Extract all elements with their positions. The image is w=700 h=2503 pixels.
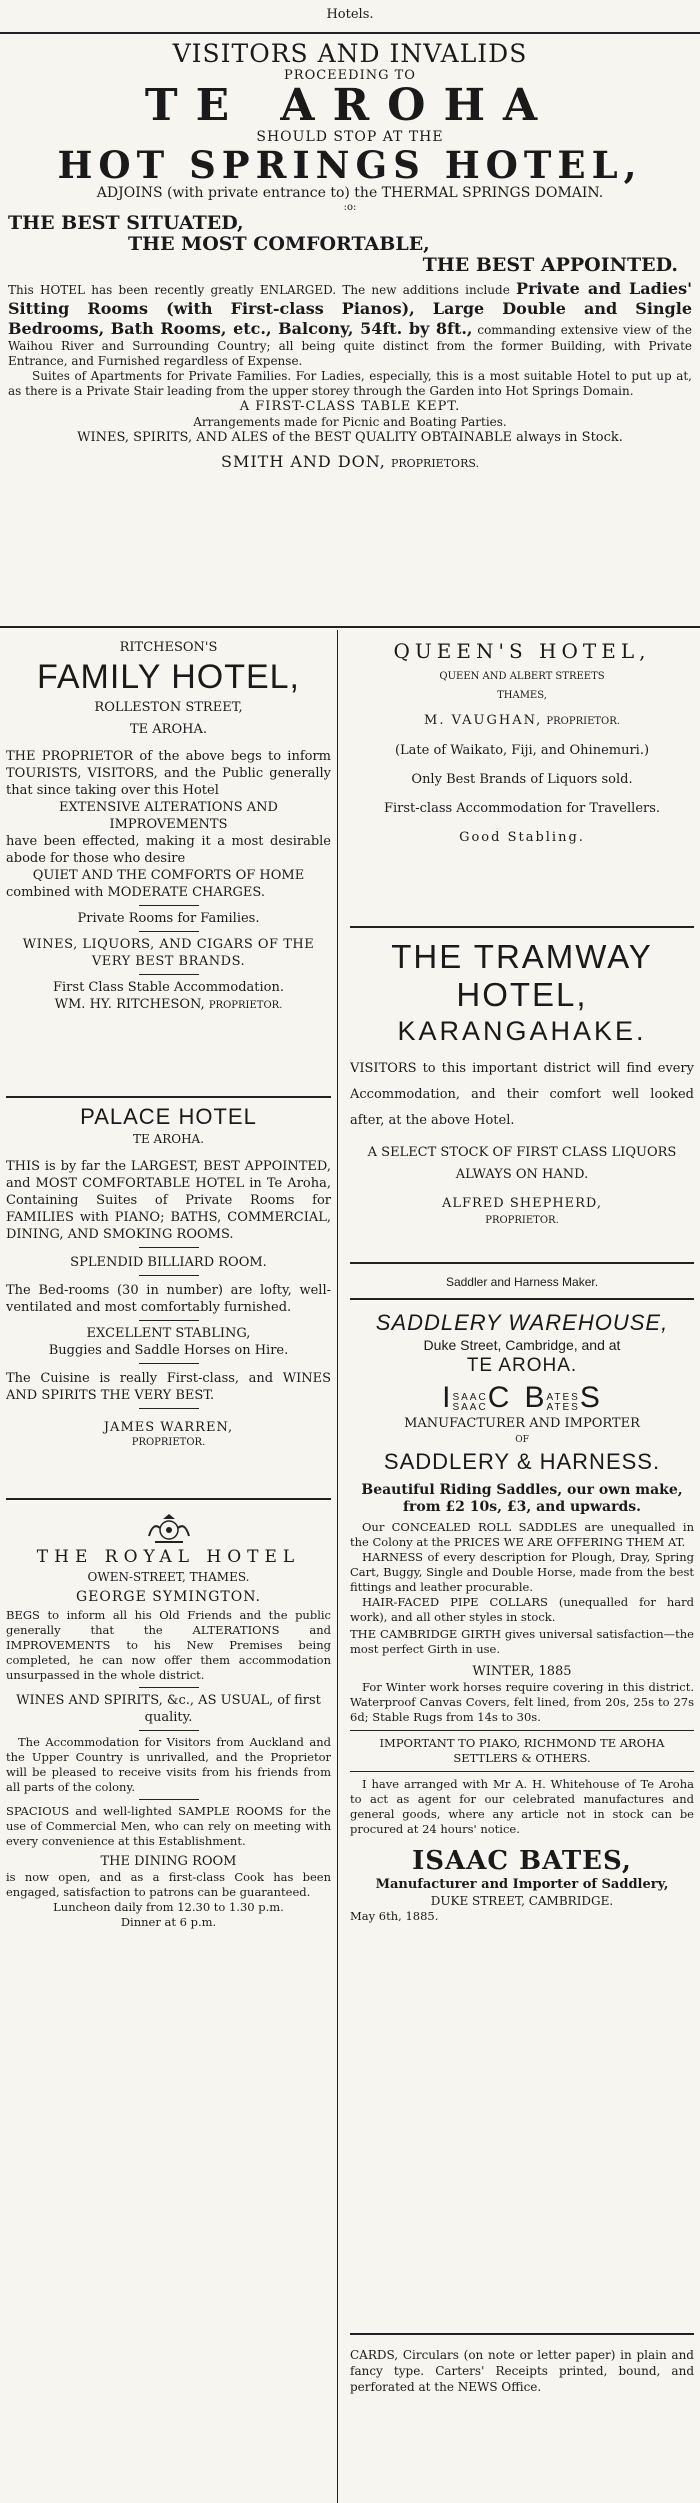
royal-para4: is now open, and as a first-class Cook has been engaged, satisfaction to patrons can be guaranteed. — [6, 1870, 331, 1899]
proprietors-line — [8, 450, 692, 476]
royal-wines: WINES AND SPIRITS, &c., AS USUAL, of first quality. — [16, 1693, 321, 1725]
palace-hotel-ad — [6, 1098, 331, 1500]
family-para1: THE PROPRIETOR of the above begs to inform TOURISTS, VISITORS, and the Public generally that since taking over this Hotel — [6, 749, 331, 798]
royal-title: THE ROYAL HOTEL — [36, 1547, 301, 1567]
queens-liquors: Only Best Brands of Liquors sold. — [411, 772, 633, 787]
isaac-small — [452, 1393, 487, 1413]
cards-ad — [350, 2335, 694, 2455]
divider-rule — [139, 905, 199, 906]
family-proprietor: WM. HY. RITCHESON, — [54, 997, 205, 1012]
queens-streets: QUEEN AND ALBERT STREETS — [439, 671, 605, 682]
hot-springs-para2: Suites of Apartments for Private Families. For Ladies, especially, this is a most suitable Hotel to put up at, as there is a Private Stair leading from the upper storey through the Garden into Hot Springs Domain. — [8, 369, 692, 398]
palace-town: TE AROHA. — [132, 1132, 205, 1146]
saddlery-of: OF — [515, 1435, 529, 1445]
palace-buggies: Buggies and Saddle Horses on Hire. — [48, 1343, 289, 1358]
royal-hotel-ad — [6, 1500, 331, 2500]
bates-small-top: ATES — [546, 1391, 580, 1403]
tramway-para1: VISITORS to this important district will find every Accommodation, and their comfort well looked after, at the above Hotel. — [350, 1061, 694, 1128]
family-street: ROLLESTON STREET, — [94, 700, 243, 715]
divider-rule — [139, 931, 199, 932]
palace-proprietor: JAMES WARREN, — [103, 1420, 234, 1435]
karangahake-title: KARANGAHAKE. — [397, 1016, 647, 1046]
saddlery-ad — [350, 1300, 694, 2335]
divider-rule — [350, 1730, 694, 1731]
bates-s: S — [579, 1381, 602, 1414]
saddler-heading: Saddler and Harness Maker. — [445, 1275, 599, 1289]
most-comfortable: THE MOST COMFORTABLE, — [128, 233, 430, 255]
saddlery-address: Duke Street, Cambridge, and at — [423, 1337, 621, 1353]
palace-stabling: EXCELLENT STABLING, — [86, 1326, 251, 1341]
divider-rule — [139, 1687, 199, 1688]
best-situated: THE BEST SITUATED, — [8, 212, 244, 234]
isaac-small-top: SAAC — [452, 1391, 488, 1403]
saddler-heading-block — [350, 1264, 694, 1300]
family-rooms: Private Rooms for Families. — [77, 911, 260, 926]
proprietors-title: PROPRIETORS. — [390, 457, 479, 470]
hot-springs-title: HOT SPRINGS HOTEL, — [57, 143, 643, 187]
tramway-proprietor-title: PROPRIETOR. — [485, 1215, 559, 1226]
hot-springs-para1 — [8, 279, 692, 369]
divider-rule — [139, 1247, 199, 1248]
tramway-stock: A SELECT STOCK OF FIRST CLASS LIQUORS ALWAYS ON HAND. — [367, 1145, 677, 1182]
family-moderate: combined with MODERATE CHARGES. — [6, 885, 265, 900]
isaac-c: C — [487, 1381, 512, 1414]
family-quiet: QUIET AND THE COMFORTS OF HOME — [32, 868, 305, 883]
queens-late: (Late of Waikato, Fiji, and Ohinemuri.) — [394, 743, 650, 758]
picnic-line: Arrangements made for Picnic and Boating Parties. — [193, 415, 507, 429]
bates-small — [546, 1393, 579, 1413]
divider-rule — [139, 1799, 199, 1800]
tramway-title: THE TRAMWAY — [391, 938, 653, 975]
royal-dining: THE DINING ROOM — [100, 1854, 237, 1869]
te-aroha-title: TE AROHA — [144, 80, 556, 131]
best-appointed: THE BEST APPOINTED. — [422, 254, 678, 276]
page-header-text: Hotels. — [326, 7, 374, 22]
isaac-small-bottom: SAAC — [452, 1401, 488, 1413]
divider-rule — [139, 1408, 199, 1409]
divider-rule — [139, 974, 199, 975]
adjoins-line: ADJOINS (with private entrance to) the THERMAL SPRINGS DOMAIN. — [96, 185, 604, 201]
isaac-bates-logo — [350, 1380, 694, 1416]
queens-title: QUEEN'S HOTEL, — [393, 639, 651, 663]
proprietors-name: SMITH AND DON, — [221, 452, 386, 471]
left-column — [0, 630, 338, 2503]
divider-rule — [139, 1320, 199, 1321]
saddlery-sig-name: ISAAC BATES, — [412, 1846, 632, 1876]
para1-a: This HOTEL has been recently greatly ENLARGED. The new additions include — [8, 283, 510, 297]
family-hotel-ad — [6, 630, 331, 1098]
family-owner: RITCHESON'S — [119, 640, 218, 655]
palace-bedrooms: The Bed-rooms (30 in number) are lofty, well-ventilated and most comfortably furnished. — [6, 1283, 331, 1315]
saddlery-harness: HARNESS of every description for Plough, Dray, Spring Cart, Buggy, Single and Double Horse, made from the best fittings and leather procurable. — [350, 1550, 694, 1594]
saddlery-collars: HAIR-FACED PIPE COLLARS (unequalled for hard work), and all other styles in stock. — [350, 1595, 694, 1624]
bates-initial: B — [524, 1381, 547, 1414]
para1-b: Private and Ladies' Sitting Rooms (with First-class Pianos), Large Double and Single Bedrooms, Bath Rooms, etc., Balcony, 54ft. by 8ft., — [8, 279, 692, 338]
saddlery-date: May 6th, 1885. — [350, 1909, 439, 1923]
para1-c: commanding extensive view of the Waihou River and Surrounding Country; all being quite distinct from the former Building, with Private Entrance, and Furnished regardless of Expense. — [8, 323, 692, 368]
divider-rule — [139, 1363, 199, 1364]
queens-hotel-ad — [350, 630, 694, 928]
queens-stabling: Good Stabling. — [459, 830, 585, 845]
palace-billiard: SPLENDID BILLIARD ROOM. — [70, 1255, 267, 1270]
saddlery-girth: THE CAMBRIDGE GIRTH gives universal satisfaction—the most perfect Girth in use. — [350, 1627, 694, 1656]
family-proprietor-title: PROPRIETOR. — [208, 1000, 283, 1011]
divider: :o: — [343, 202, 357, 213]
visitors-line: VISITORS AND INVALIDS — [172, 39, 528, 68]
saddlery-winter: WINTER, 1885 — [472, 1664, 572, 1679]
right-column — [340, 630, 700, 2503]
family-alterations: EXTENSIVE ALTERATIONS AND IMPROVEMENTS — [59, 800, 278, 832]
tramway-hotel-ad — [350, 928, 694, 1264]
family-hotel-title: FAMILY HOTEL, — [36, 658, 301, 696]
cards-text: CARDS, Circulars (on note or letter paper) in plain and fancy type. Carters' Receipts printed, bound, and perforated at the NEWS Office. — [350, 2348, 694, 2394]
divider-rule — [139, 1730, 199, 1731]
family-para2: have been effected, making it a most desirable abode for those who desire — [6, 834, 331, 866]
palace-para1: THIS is by far the LARGEST, BEST APPOINTED, and MOST COMFORTABLE HOTEL in Te Aroha, Containing Suites of Private Rooms for FAMILIES with PIANO; BATHS, COMMERCIAL, DINING, AND SMOKING ROOMS. — [6, 1159, 331, 1242]
royal-street: OWEN-STREET, THAMES. — [87, 1570, 250, 1584]
should-stop-line: SHOULD STOP AT THE — [256, 129, 444, 145]
saddlery-roll: Our CONCEALED ROLL SADDLES are unequalled in the Colony at the PRICES WE ARE OFFERING THEM AT. — [350, 1520, 694, 1549]
royal-crest-icon — [143, 1512, 195, 1546]
wines-line: WINES, SPIRITS, AND ALES of the BEST QUALITY OBTAINABLE always in Stock. — [77, 430, 623, 445]
queens-travellers: First-class Accommodation for Travellers. — [383, 801, 661, 816]
family-wines: WINES, LIQUORS, AND CIGARS OF THE VERY BEST BRANDS. — [22, 937, 315, 969]
saddlery-warehouse: SADDLERY WAREHOUSE, — [375, 1310, 669, 1335]
palace-title: PALACE HOTEL — [80, 1104, 257, 1129]
isaac-initial: I — [442, 1381, 453, 1414]
tramway-proprietor: ALFRED SHEPHERD, — [441, 1196, 603, 1211]
saddlery-town: TE AROHA. — [466, 1355, 578, 1376]
hot-springs-hotel-ad — [0, 34, 700, 628]
royal-luncheon: Luncheon daily from 12.30 to 1.30 p.m. — [53, 1900, 284, 1914]
royal-proprietor: GEORGE SYMINGTON. — [75, 1589, 262, 1605]
divider-rule — [350, 1771, 694, 1772]
royal-para2: The Accommodation for Visitors from Auckland and the Upper Country is unrivalled, and the Proprietor will be pleased to receive visits from his friends from all parts of the colony. — [6, 1735, 331, 1794]
saddlery-important: IMPORTANT TO PIAKO, RICHMOND TE AROHA SETTLERS & OTHERS. — [379, 1736, 665, 1765]
family-proprietor-line — [6, 996, 331, 1014]
royal-dinner: Dinner at 6 p.m. — [120, 1915, 217, 1929]
saddlery-sig-title: Manufacturer and Importer of Saddlery, — [375, 1877, 669, 1892]
palace-proprietor-title: PROPRIETOR. — [131, 1437, 206, 1448]
divider-rule — [139, 1275, 199, 1276]
royal-para1: BEGS to inform all his Old Friends and the public generally that the ALTERATIONS and IMPROVEMENTS to his New Premises being completed, he can now offer them accommodation unsurpassed in the whole district. — [6, 1608, 331, 1682]
saddlery-sig-address: DUKE STREET, CAMBRIDGE. — [430, 1894, 614, 1908]
bates-small-bottom: ATES — [546, 1401, 580, 1413]
queens-town: THAMES, — [497, 690, 547, 701]
tramway-hotel-word: HOTEL, — [456, 976, 588, 1013]
table-kept: A FIRST-CLASS TABLE KEPT. — [239, 399, 461, 414]
palace-cuisine: The Cuisine is really First-class, and WINES AND SPIRITS THE VERY BEST. — [6, 1371, 331, 1403]
page-header — [0, 0, 700, 34]
royal-para3: SPACIOUS and well-lighted SAMPLE ROOMS for the use of Commercial Men, who can rely on meeting with every convenience at this Establishment. — [6, 1804, 331, 1848]
saddlery-winter-para: For Winter work horses require covering in this district. Waterproof Canvas Covers, felt lined, from 20s, 25s to 27s 6d; Stable Rugs from 14s to 30s. — [350, 1680, 694, 1724]
queens-proprietor-title: PROPRIETOR. — [546, 716, 620, 727]
proceeding-line: PROCEEDING TO — [284, 68, 416, 83]
family-town: TE AROHA. — [130, 722, 207, 737]
family-stable: First Class Stable Accommodation. — [53, 980, 284, 995]
queens-proprietor-line — [350, 712, 694, 730]
saddlery-manufacturer: MANUFACTURER AND IMPORTER — [404, 1416, 640, 1431]
saddlery-harness-title: SADDLERY & HARNESS. — [383, 1449, 661, 1474]
queens-proprietor: M. VAUGHAN, — [424, 713, 543, 728]
saddlery-agent: I have arranged with Mr A. H. Whitehouse of Te Aroha to act as agent for our celebrated manufactures and general goods, where any article not in stock can be procured at 24 hours' notice. — [350, 1777, 694, 1836]
saddlery-riding: Beautiful Riding Saddles, our own make, from £2 10s, £3, and upwards. — [361, 1482, 683, 1515]
